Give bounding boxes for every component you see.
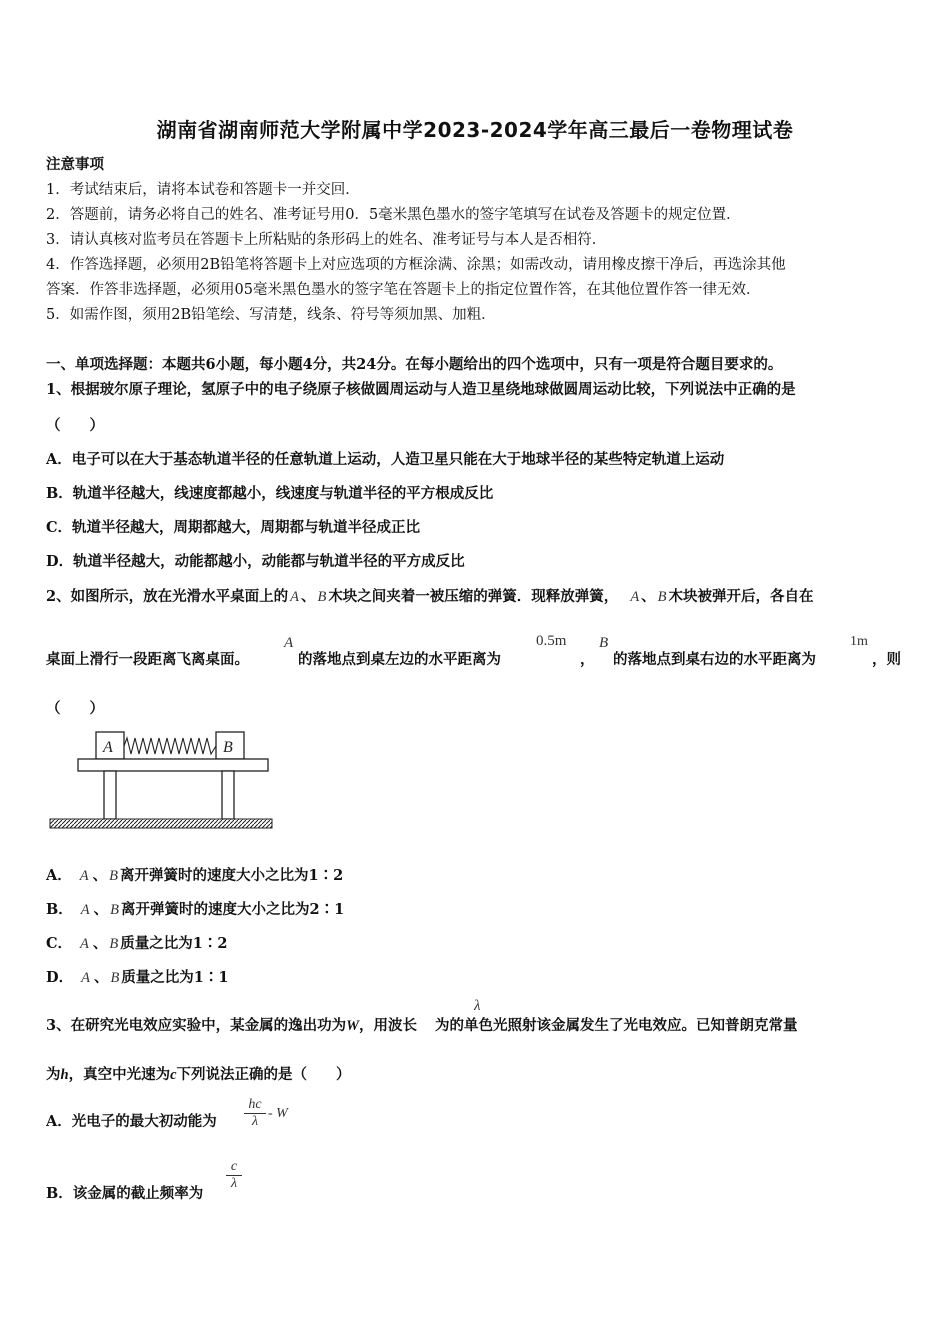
- q1-option-b: B．轨道半径越大，线速度都越小，线速度与轨道半径的平方根成反比: [46, 485, 494, 502]
- q1-paren: （ ）: [46, 417, 104, 434]
- notice-item: 1．考试结束后，请将本试卷和答题卡一并交回．: [46, 182, 360, 198]
- q2-var-a: A: [284, 635, 294, 651]
- q2-var-b: B: [599, 635, 609, 651]
- q1-option-c: C．轨道半径越大，周期都越大，周期都与轨道半径成正比: [46, 519, 421, 536]
- block-b-label: B: [223, 739, 233, 756]
- q2-figure: [46, 724, 276, 836]
- q2-option-d: D． A 、 B 质量之比为1∶1: [46, 969, 229, 986]
- page-title: 湖南省湖南师范大学附属中学2023-2024学年高三最后一卷物理试卷: [156, 118, 794, 142]
- notice-item: 2．答题前，请务必将自己的姓名、准考证号用0．5毫米黑色墨水的签字笔填写在试卷及答题卡的规定位置．: [46, 207, 741, 223]
- q3-option-b-fraction: [226, 1159, 242, 1192]
- q2-stem-line2b: 的落地点到桌左边的水平距离为: [298, 651, 501, 668]
- q3-option-a-fraction: [244, 1097, 266, 1130]
- q3-lambda: λ: [474, 998, 481, 1014]
- q3-option-a-numerator: hc: [248, 1097, 262, 1112]
- notice-item: 4．作答选择题，必须用2B铅笔将答题卡上对应选项的方框涂满、涂黑；如需改动，请用橡皮擦干净后，再选涂其他: [46, 257, 786, 273]
- notice-item: 答案．作答非选择题，必须用05毫米黑色墨水的签字笔在答题卡上的指定位置作答，在其他位置作答一律无效．: [46, 282, 761, 298]
- q2-stem-line2c: 的落地点到桌右边的水平距离为: [613, 651, 816, 668]
- q2-stem-line2d: ，则: [872, 651, 901, 668]
- q3-stem: 3、在研究光电效应实验中，某金属的逸出功为W，用波长 为的单色光照射该金属发生了光电效应。已知普朗克常量: [46, 1017, 798, 1034]
- q2-distance-a: 0.5m: [536, 633, 567, 649]
- table-leg-left: [104, 771, 116, 819]
- q3-option-b-denominator: λ: [226, 1175, 242, 1192]
- q3-option-a-denominator: λ: [244, 1113, 266, 1130]
- notice-heading: 注意事项: [46, 156, 104, 173]
- q2-option-c: C． A 、 B 质量之比为1∶2: [46, 935, 228, 952]
- table-leg-right: [222, 771, 234, 819]
- q2-distance-b: 1m: [850, 634, 868, 649]
- q1-option-d: D．轨道半径越大，动能都越小，动能都与轨道半径的平方成反比: [46, 553, 465, 570]
- q2-label-b: B: [657, 589, 667, 605]
- spring: [124, 738, 216, 754]
- section-heading: 一、单项选择题：本题共6小题，每小题4分，共24分。在每小题给出的四个选项中，只有一项是符合题目要求的。: [46, 356, 783, 373]
- table-top: [78, 759, 268, 771]
- q1-option-a: A．电子可以在大于基态轨道半径的任意轨道上运动，人造卫星只能在大于地球半径的某些特定轨道上运动: [46, 451, 725, 468]
- ground: [50, 819, 272, 828]
- q2-option-b: B． A 、 B 离开弹簧时的速度大小之比为2∶1: [46, 901, 345, 918]
- q2-label-a: A: [630, 589, 640, 605]
- q2-option-a: A． A 、 B 离开弹簧时的速度大小之比为1∶2: [46, 867, 344, 884]
- notice-item: 5．如需作图，须用2B铅笔绘、写清楚，线条、符号等须加黑、加粗．: [46, 307, 496, 323]
- q1-stem: 1、根据玻尔原子理论，氢原子中的电子绕原子核做圆周运动与人造卫星绕地球做圆周运动比较，下列说法中正确的是: [46, 381, 796, 398]
- q2-stem: 2、如图所示，放在光滑水平桌面上的 A 、 B 木块之间夹着一被压缩的弹簧．现释放弹簧， A 、 B 木块被弹开后，各自在: [46, 588, 814, 605]
- q3-option-a: A．光电子的最大初动能为: [46, 1113, 217, 1130]
- q3-option-b: B．该金属的截止频率为: [46, 1185, 204, 1202]
- block-a-label: A: [103, 739, 113, 756]
- q2-paren: （ ）: [46, 700, 104, 717]
- notice-item: 3．请认真核对监考员在答题卡上所粘贴的条形码上的姓名、准考证号与本人是否相符．: [46, 232, 607, 248]
- q3-option-a-tail: - W: [268, 1106, 288, 1121]
- q3-stem-line2: 为h，真空中光速为c下列说法正确的是（ ）: [46, 1066, 351, 1083]
- q2-stem-line2: 桌面上滑行一段距离飞离桌面。: [46, 651, 249, 668]
- q2-comma: ，: [580, 651, 595, 668]
- q3-option-b-numerator: c: [230, 1159, 238, 1174]
